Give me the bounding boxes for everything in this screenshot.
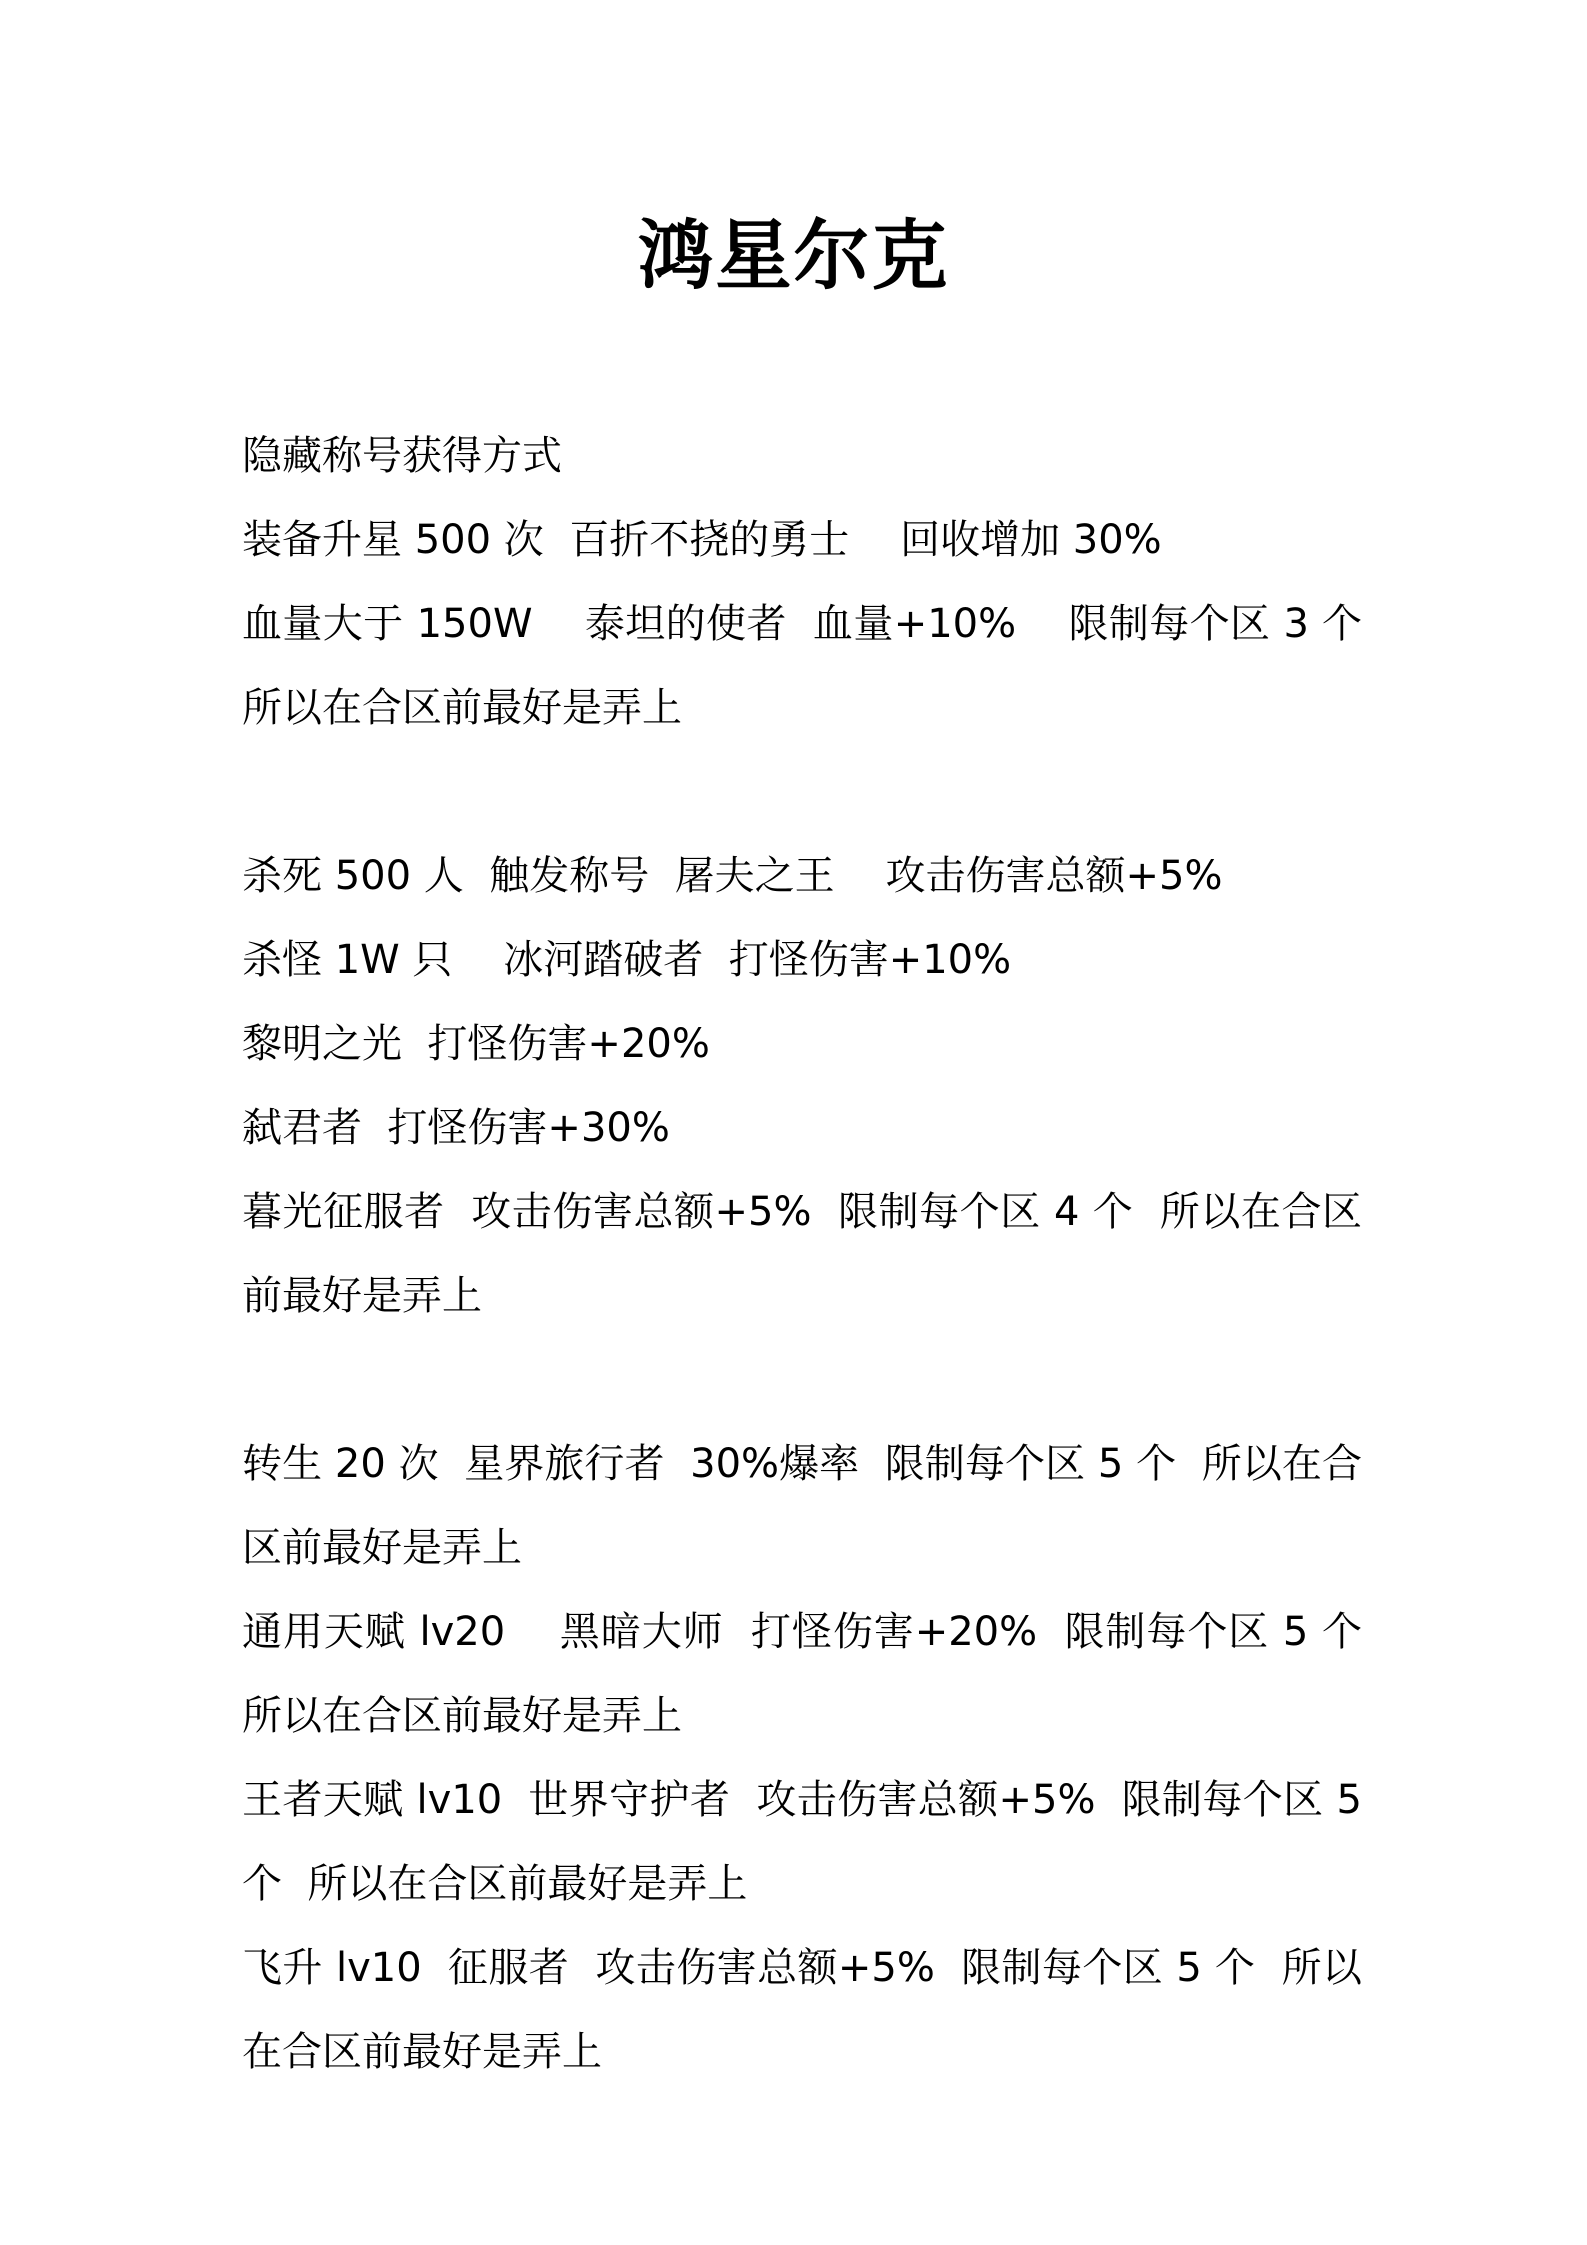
paragraph-general-talent: 通用天赋 lv20 黑暗大师 打怪伤害+20% 限制每个区 5 个 所以在合区前最好是弄上 [242, 1609, 1375, 1739]
paragraph-regicide: 弑君者 打怪伤害+30% [242, 1105, 670, 1151]
paragraph-twilight-conqueror: 暮光征服者 攻击伤害总额+5% 限制每个区 4 个 所以在合区前最好是弄上 [242, 1189, 1362, 1319]
document-title: 鸿星尔克 [637, 211, 950, 300]
paragraph-king-talent: 王者天赋 lv10 世界守护者 攻击伤害总额+5% 限制每个区 5 个 所以在合区前最好是弄上 [242, 1777, 1375, 1907]
blank-line [242, 750, 1362, 834]
paragraph-kill-players: 杀死 500 人 触发称号 屠夫之王 攻击伤害总额+5% [242, 853, 1223, 899]
paragraph-hp-titan: 血量大于 150W 泰坦的使者 血量+10% 限制每个区 3 个 所以在合区前最好是弄上 [242, 601, 1375, 731]
paragraph-hidden-title-methods: 隐藏称号获得方式 [242, 433, 562, 479]
paragraph-dawn-light: 黎明之光 打怪伤害+20% [242, 1021, 710, 1067]
paragraph-kill-monsters: 杀怪 1W 只 冰河踏破者 打怪伤害+10% [242, 937, 1012, 983]
paragraph-ascension: 飞升 lv10 征服者 攻击伤害总额+5% 限制每个区 5 个 所以在合区前最好是弄上 [242, 1945, 1362, 2075]
document-body [242, 414, 1375, 2094]
blank-line [242, 1338, 1362, 1422]
paragraph-rebirth: 转生 20 次 星界旅行者 30%爆率 限制每个区 5 个 所以在合区前最好是弄上 [242, 1441, 1362, 1571]
paragraph-equipment-star: 装备升星 500 次 百折不挠的勇士 回收增加 30% [242, 517, 1162, 563]
